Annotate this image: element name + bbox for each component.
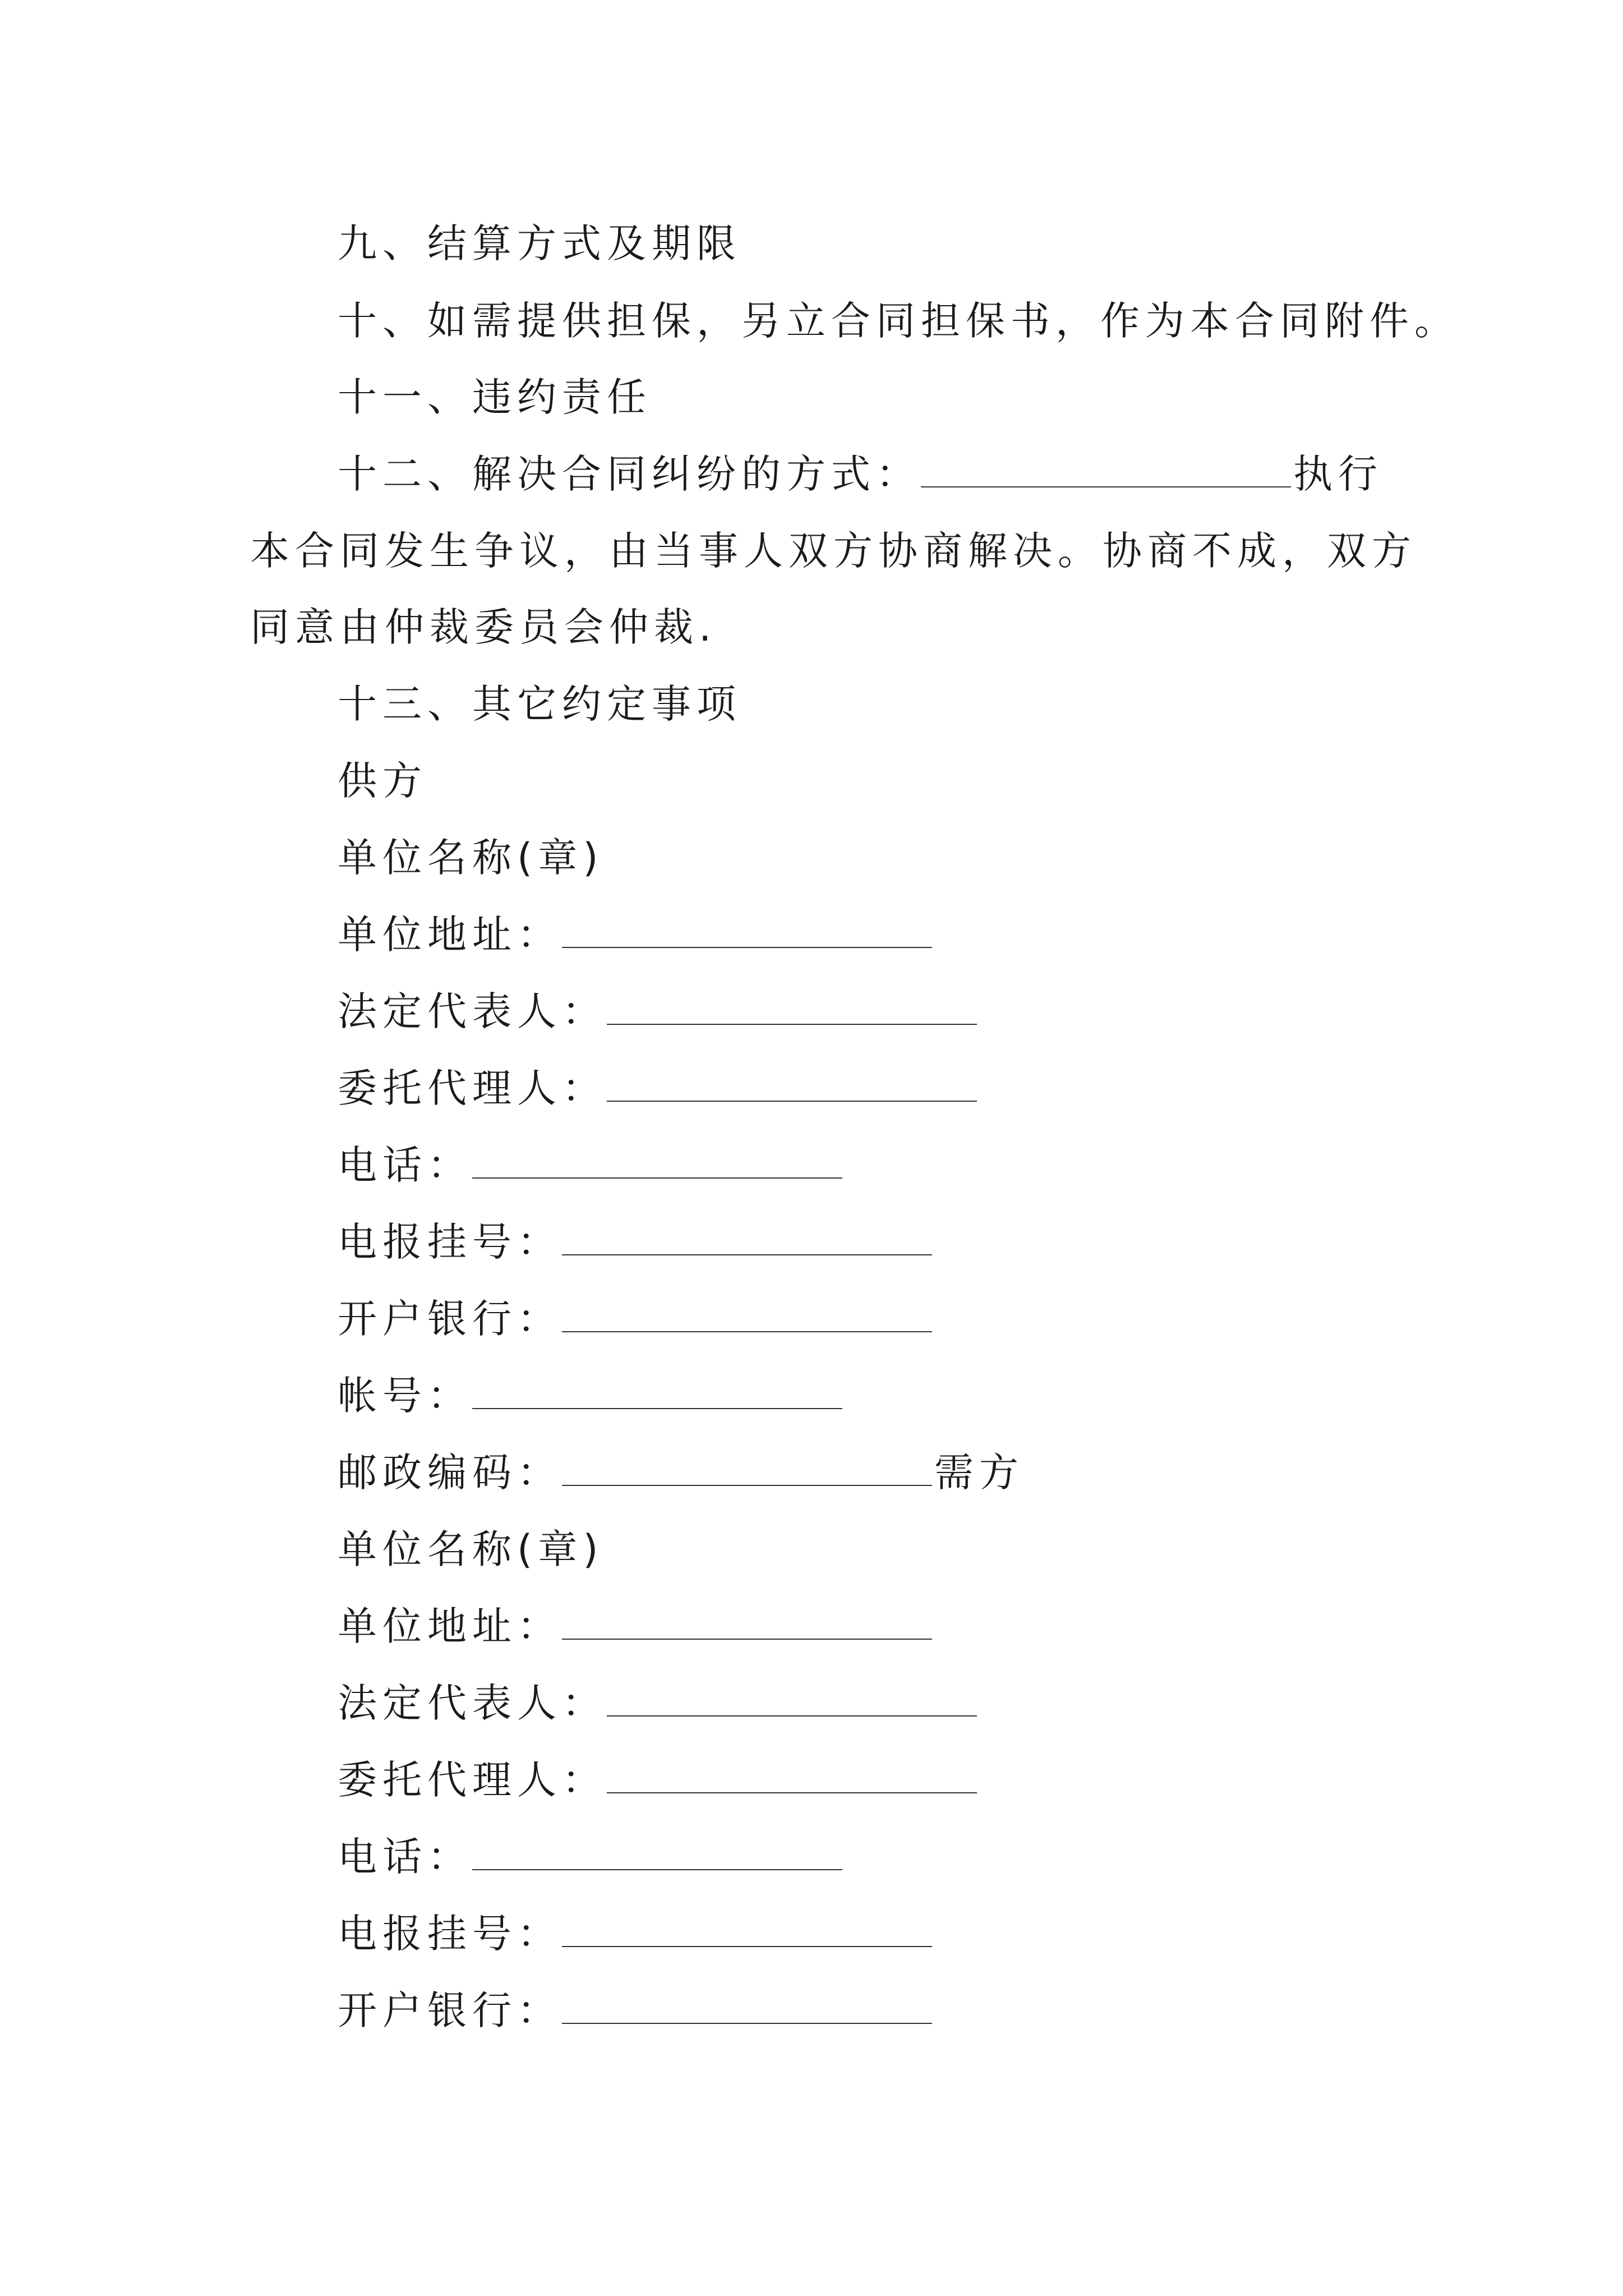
supplier-postcode-blank bbox=[562, 1450, 932, 1486]
supplier-unit-address-blank bbox=[562, 912, 932, 948]
clause-11 bbox=[338, 372, 652, 422]
buyer-heading: 需方 bbox=[934, 1450, 1024, 1496]
supplier-agent-blank bbox=[607, 1066, 977, 1102]
buyer-bank bbox=[338, 1985, 934, 2036]
clause-12-line-2 bbox=[250, 526, 1417, 576]
clause-12-line-3-text: 同意由仲裁委员会仲裁. bbox=[250, 604, 717, 650]
buyer-unit-name bbox=[338, 1524, 604, 1575]
buyer-legal-rep-blank bbox=[607, 1681, 977, 1717]
supplier-phone bbox=[338, 1140, 845, 1190]
clause-12-line-3 bbox=[250, 602, 717, 652]
supplier-postcode-label: 邮政编码： bbox=[338, 1450, 562, 1496]
supplier-telegram-blank bbox=[562, 1220, 932, 1255]
clause-12-line-2-text: 本合同发生争议，由当事人双方协商解决。协商不成，双方 bbox=[250, 528, 1417, 574]
clause-13-text: 十三、其它约定事项 bbox=[338, 681, 741, 727]
clause-10 bbox=[338, 296, 1459, 346]
buyer-bank-blank bbox=[562, 1988, 932, 2024]
clause-12 bbox=[338, 449, 1383, 499]
supplier-heading-text: 供方 bbox=[338, 758, 427, 804]
supplier-heading bbox=[338, 756, 427, 806]
supplier-telegram bbox=[338, 1217, 934, 1267]
clause-13 bbox=[338, 679, 741, 729]
buyer-agent-label: 委托代理人： bbox=[338, 1757, 607, 1803]
supplier-legal-rep-label: 法定代表人： bbox=[338, 988, 607, 1034]
clause-11-text: 十一、违约责任 bbox=[338, 374, 652, 420]
clause-9 bbox=[338, 218, 741, 269]
supplier-agent-label: 委托代理人： bbox=[338, 1065, 607, 1111]
buyer-telegram-label: 电报挂号： bbox=[338, 1911, 562, 1957]
supplier-bank bbox=[338, 1294, 934, 1344]
supplier-agent bbox=[338, 1063, 979, 1114]
buyer-telegram-blank bbox=[562, 1911, 932, 1947]
supplier-postcode bbox=[338, 1447, 1024, 1498]
clause-9-text: 九、结算方式及期限 bbox=[338, 220, 741, 266]
supplier-unit-name bbox=[338, 832, 604, 883]
supplier-legal-rep-blank bbox=[607, 989, 977, 1025]
buyer-phone-blank bbox=[472, 1834, 842, 1870]
clause-12-lead: 十二、解决合同纠纷的方式： bbox=[338, 451, 921, 497]
buyer-agent-blank bbox=[607, 1757, 977, 1793]
buyer-unit-name-label: 单位名称(章) bbox=[338, 1526, 604, 1572]
supplier-legal-rep bbox=[338, 986, 979, 1037]
buyer-legal-rep bbox=[338, 1678, 979, 1728]
buyer-legal-rep-label: 法定代表人： bbox=[338, 1680, 607, 1726]
dispute-method-blank bbox=[921, 452, 1291, 487]
buyer-bank-label: 开户银行： bbox=[338, 1987, 562, 2033]
clause-12-trail: 执行 bbox=[1293, 451, 1383, 497]
buyer-unit-address-blank bbox=[562, 1604, 932, 1640]
buyer-phone-label: 电话： bbox=[338, 1834, 472, 1880]
buyer-phone bbox=[338, 1832, 845, 1882]
supplier-account bbox=[338, 1370, 845, 1421]
supplier-telegram-label: 电报挂号： bbox=[338, 1219, 562, 1265]
supplier-account-blank bbox=[472, 1373, 842, 1409]
buyer-unit-address-label: 单位地址： bbox=[338, 1603, 562, 1649]
buyer-telegram bbox=[338, 1908, 934, 1959]
supplier-unit-address-label: 单位地址： bbox=[338, 912, 562, 958]
supplier-account-label: 帐号： bbox=[338, 1373, 472, 1419]
buyer-unit-address bbox=[338, 1601, 934, 1651]
supplier-phone-label: 电话： bbox=[338, 1142, 472, 1188]
clause-10-text: 十、如需提供担保，另立合同担保书，作为本合同附件。 bbox=[338, 298, 1459, 344]
buyer-agent bbox=[338, 1755, 979, 1805]
supplier-phone-blank bbox=[472, 1143, 842, 1179]
supplier-unit-name-label: 单位名称(章) bbox=[338, 835, 604, 881]
supplier-bank-blank bbox=[562, 1296, 932, 1332]
supplier-unit-address bbox=[338, 909, 934, 960]
supplier-bank-label: 开户银行： bbox=[338, 1296, 562, 1342]
